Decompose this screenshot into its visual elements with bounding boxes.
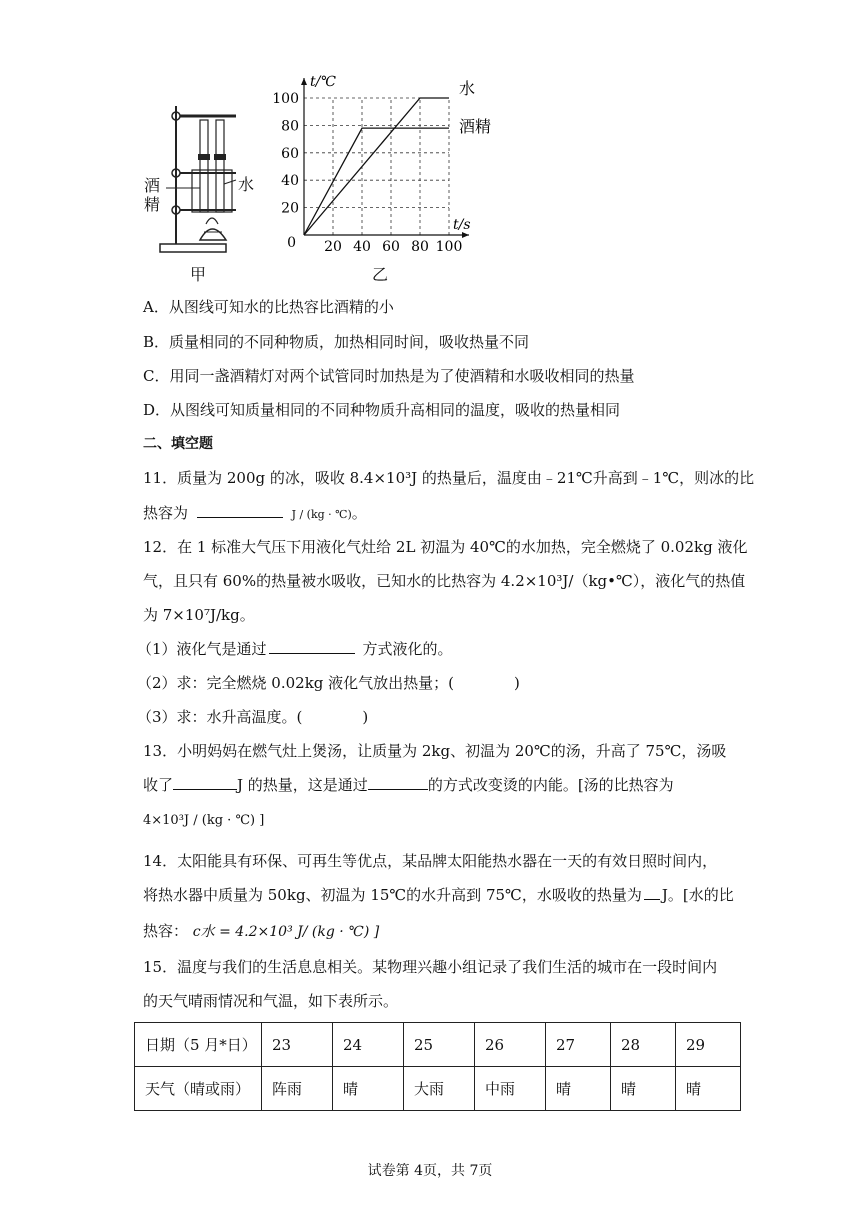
q12-line1: 12．在 1 标准大气压下用液化气灶给 2L 初温为 40℃的水加热，完全燃烧了 0.02kg 液化 — [143, 538, 748, 556]
y-tick-label: 60 — [281, 145, 299, 162]
series-label: 酒精 — [459, 117, 492, 137]
table-cell: 晴 — [676, 1067, 741, 1111]
q11-answer-blank[interactable] — [197, 503, 283, 518]
q12-line3: 为 7×10⁷J/kg。 — [143, 606, 255, 624]
q13-text-b: J 的热量，这是通过 — [237, 776, 368, 794]
q13-line2 — [143, 774, 674, 796]
q15-line2: 的天气晴雨情况和气温，如下表所示。 — [143, 992, 399, 1010]
q11-unit: J / (kg · ℃) — [291, 508, 352, 521]
table-cell: 日期（5 月*日） — [135, 1023, 262, 1067]
q13-text-a: 收了 — [143, 776, 174, 794]
table-cell: 阵雨 — [262, 1067, 333, 1111]
caption-right: 乙 — [372, 265, 389, 284]
table-cell: 晴 — [546, 1067, 611, 1111]
table-cell: 23 — [262, 1023, 333, 1067]
x-tick-label: 20 — [324, 239, 342, 255]
table-cell: 28 — [611, 1023, 676, 1067]
table-cell: 晴 — [611, 1067, 676, 1111]
q11-text: 热容为 — [143, 504, 189, 522]
q14-line1: 14．太阳能具有环保、可再生等优点，某品牌太阳能热水器在一天的有效日照时间内， — [143, 852, 718, 870]
q13-text-c: 的方式改变烫的内能。[汤的比热容为 — [427, 776, 674, 794]
table-cell: 中雨 — [475, 1067, 546, 1111]
table-cell: 25 — [404, 1023, 475, 1067]
table-row — [135, 1067, 741, 1111]
table-cell: 大雨 — [404, 1067, 475, 1111]
temperature-chart — [270, 70, 510, 260]
q12-sub3: （3）求：水升高温度。( ) — [137, 708, 369, 726]
y-axis-label: t/℃ — [310, 74, 337, 90]
option-d: D．从图线可知质量相同的不同种物质升高相同的温度，吸收的热量相同 — [143, 401, 621, 419]
q15-line1: 15．温度与我们的生活息息相关。某物理兴趣小组记录了我们生活的城市在一段时间内 — [143, 958, 718, 976]
option-a: A．从图线可知水的比热容比酒精的小 — [143, 298, 394, 316]
q12-sub1-blank[interactable] — [269, 639, 355, 654]
label-alcohol: 酒精 — [144, 176, 161, 214]
series-label: 水 — [459, 79, 476, 98]
y-tick-label: 20 — [281, 200, 299, 217]
x-tick-label: 80 — [411, 239, 429, 255]
caption-left: 甲 — [190, 265, 207, 284]
series-line-water — [304, 98, 449, 235]
label-water: 水 — [238, 175, 255, 194]
option-c: C．用同一盏酒精灯对两个试管同时加热是为了使酒精和水吸收相同的热量 — [143, 367, 635, 385]
q12-sub2: （2）求：完全燃烧 0.02kg 液化气放出热量；( ) — [137, 674, 520, 692]
y-tick-label: 100 — [272, 91, 299, 107]
y-tick-label: 40 — [281, 173, 299, 190]
table-cell: 27 — [546, 1023, 611, 1067]
x-axis-label: t/s — [453, 217, 471, 233]
q13-line3: 4×10³J / (kg · ℃) ] — [143, 813, 265, 828]
q12-sub1 — [137, 638, 453, 660]
origin-label: 0 — [287, 235, 296, 251]
table-cell: 29 — [676, 1023, 741, 1067]
section-title: 二、填空题 — [143, 436, 213, 452]
y-tick-label: 80 — [281, 118, 299, 135]
q12-sub1-end: 方式液化的。 — [362, 640, 453, 658]
q12-line2: 气，且只有 60%的热量被水吸收，已知水的比热容为 4.2×10³J/（kg•℃），液化气的热值 — [143, 572, 746, 590]
x-tick-label: 60 — [382, 239, 400, 255]
option-b: B．质量相同的不同种物质，加热相同时间，吸收热量不同 — [143, 333, 530, 351]
q14-text-c: 热容： — [143, 922, 189, 940]
q11-line1: 11．质量为 200g 的冰，吸收 8.4×10³J 的热量后，温度由﹣21℃升高到﹣1℃，则冰的比 — [143, 469, 755, 487]
q13-blank-1[interactable] — [173, 775, 237, 790]
series-line-alcohol — [304, 128, 449, 235]
table-cell: 26 — [475, 1023, 546, 1067]
q12-sub1-text: （1）液化气是通过 — [137, 640, 267, 658]
q11-line2 — [143, 502, 367, 526]
table-cell: 24 — [333, 1023, 404, 1067]
q14-text-b: J。[水的比 — [661, 886, 734, 904]
q14-text-a: 将热水器中质量为 50kg、初温为 15℃的水升高到 75℃，水吸收的热量为 — [143, 886, 642, 904]
q14-blank[interactable] — [644, 885, 660, 900]
table-cell: 天气（晴或雨） — [135, 1067, 262, 1111]
x-tick-label: 100 — [435, 239, 463, 255]
q11-end: 。 — [351, 504, 367, 522]
q14-formula: c水 = 4.2×10³ J/ (kg · ℃) ] — [192, 924, 380, 940]
q13-line1: 13．小明妈妈在燃气灶上煲汤，让质量为 2kg、初温为 20℃的汤，升高了 75℃，汤吸 — [143, 742, 727, 760]
table-cell: 晴 — [333, 1067, 404, 1111]
q13-blank-2[interactable] — [368, 775, 428, 790]
weather-table — [134, 1022, 741, 1111]
x-tick-label: 40 — [353, 239, 371, 255]
q14-line2 — [143, 884, 734, 906]
y-axis-arrow — [301, 78, 307, 85]
table-row — [135, 1023, 741, 1067]
page-footer: 试卷第 4页，共 7页 — [367, 1163, 493, 1179]
q14-line3 — [143, 920, 379, 943]
